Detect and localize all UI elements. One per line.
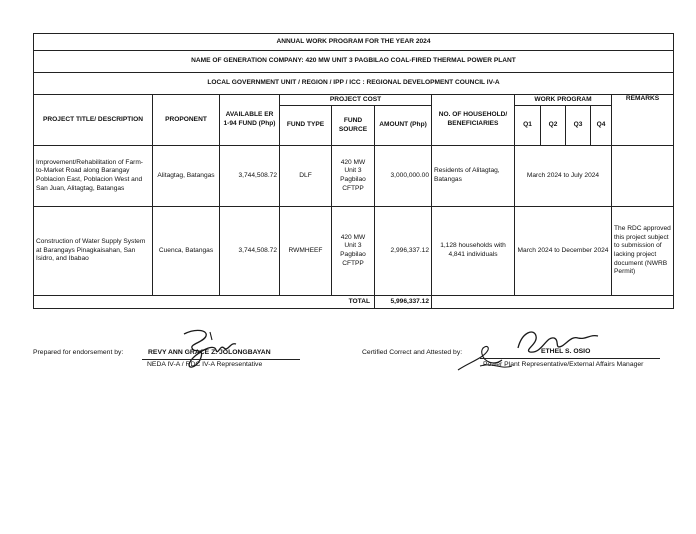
cell-beneficiaries: 1,128 households with 4,841 individuals: [432, 207, 515, 296]
col-q3: Q3: [566, 106, 591, 146]
prepared-signature-line: [142, 359, 300, 360]
lgu-line: LOCAL GOVERNMENT UNIT / REGION / IPP / ICC : REGIONAL DEVELOPMENT COUNCIL IV-A: [34, 73, 674, 95]
work-program-table: [33, 33, 674, 309]
col-project-title: PROJECT TITLE/ DESCRIPTION: [34, 95, 153, 146]
cell-fund-type: DLF: [280, 146, 332, 207]
cell-fund-type: RWMHEEF: [280, 207, 332, 296]
cell-proponent: Alitagtag, Batangas: [153, 146, 220, 207]
cell-project-title: Improvement/Rehabilitation of Farm-to-Market Road along Barangay Poblacion East, Poblacion West and San Juan, Alitagtag, Batangas: [34, 146, 153, 207]
cell-schedule: March 2024 to December 2024: [515, 207, 612, 296]
col-beneficiaries: NO. OF HOUSEHOLD/ BENEFICIARIES: [432, 95, 515, 146]
col-remarks: REMARKS: [612, 95, 674, 146]
col-proponent: PROPONENT: [153, 95, 220, 146]
col-project-cost: PROJECT COST: [280, 95, 432, 106]
cell-available: 3,744,508.72: [220, 207, 280, 296]
col-amount: AMOUNT (Php): [375, 106, 432, 146]
cell-fund-source: 420 MW Unit 3 Pagbilao CFTPP: [332, 207, 375, 296]
cell-remarks: [612, 146, 674, 207]
cell-amount: 3,000,000.00: [375, 146, 432, 207]
certified-signature-line: [480, 358, 660, 359]
col-fund-type: FUND TYPE: [280, 106, 332, 146]
total-label: TOTAL: [34, 296, 375, 309]
col-work-program: WORK PROGRAM: [515, 95, 612, 106]
col-q4: Q4: [591, 106, 612, 146]
cell-amount: 2,996,337.12: [375, 207, 432, 296]
table-row: [34, 146, 674, 207]
certified-title: Power Plant Representative/External Affairs Manager: [483, 361, 644, 368]
cell-fund-source: 420 MW Unit 3 Pagbilao CFTPP: [332, 146, 375, 207]
total-blank: [432, 296, 674, 309]
col-q2: Q2: [541, 106, 566, 146]
prepared-title: NEDA IV-A / RDC IV-A Representative: [147, 361, 263, 368]
col-fund-source: FUND SOURCE: [332, 106, 375, 146]
cell-schedule: March 2024 to July 2024: [515, 146, 612, 207]
certified-name: ETHEL S. OSIO: [541, 348, 591, 355]
col-available-fund: AVAILABLE ER 1-94 FUND (Php): [220, 95, 280, 146]
company-name: NAME OF GENERATION COMPANY: 420 MW UNIT 3 PAGBILAO COAL-FIRED THERMAL POWER PLANT: [34, 51, 674, 73]
cell-project-title: Construction of Water Supply System at Barangays Pinagkaisahan, San Isidro, and Ibabao: [34, 207, 153, 296]
col-q1: Q1: [515, 106, 541, 146]
cell-remarks: The RDC approved this project subject to submission of lacking project document (NWRB Permit): [612, 207, 674, 296]
total-row: [34, 296, 674, 309]
document-title: ANNUAL WORK PROGRAM FOR THE YEAR 2024: [34, 34, 674, 51]
prepared-label: Prepared for endorsement by:: [33, 349, 124, 356]
prepared-name: REVY ANN GRACE Z. JOLONGBAYAN: [148, 349, 271, 356]
table-row: [34, 207, 674, 296]
cell-available: 3,744,508.72: [220, 146, 280, 207]
total-value: 5,996,337.12: [375, 296, 432, 309]
cell-beneficiaries: Residents of Alitagtag, Batangas: [432, 146, 515, 207]
cell-proponent: Cuenca, Batangas: [153, 207, 220, 296]
certified-label: Certified Correct and Attested by:: [362, 349, 463, 356]
